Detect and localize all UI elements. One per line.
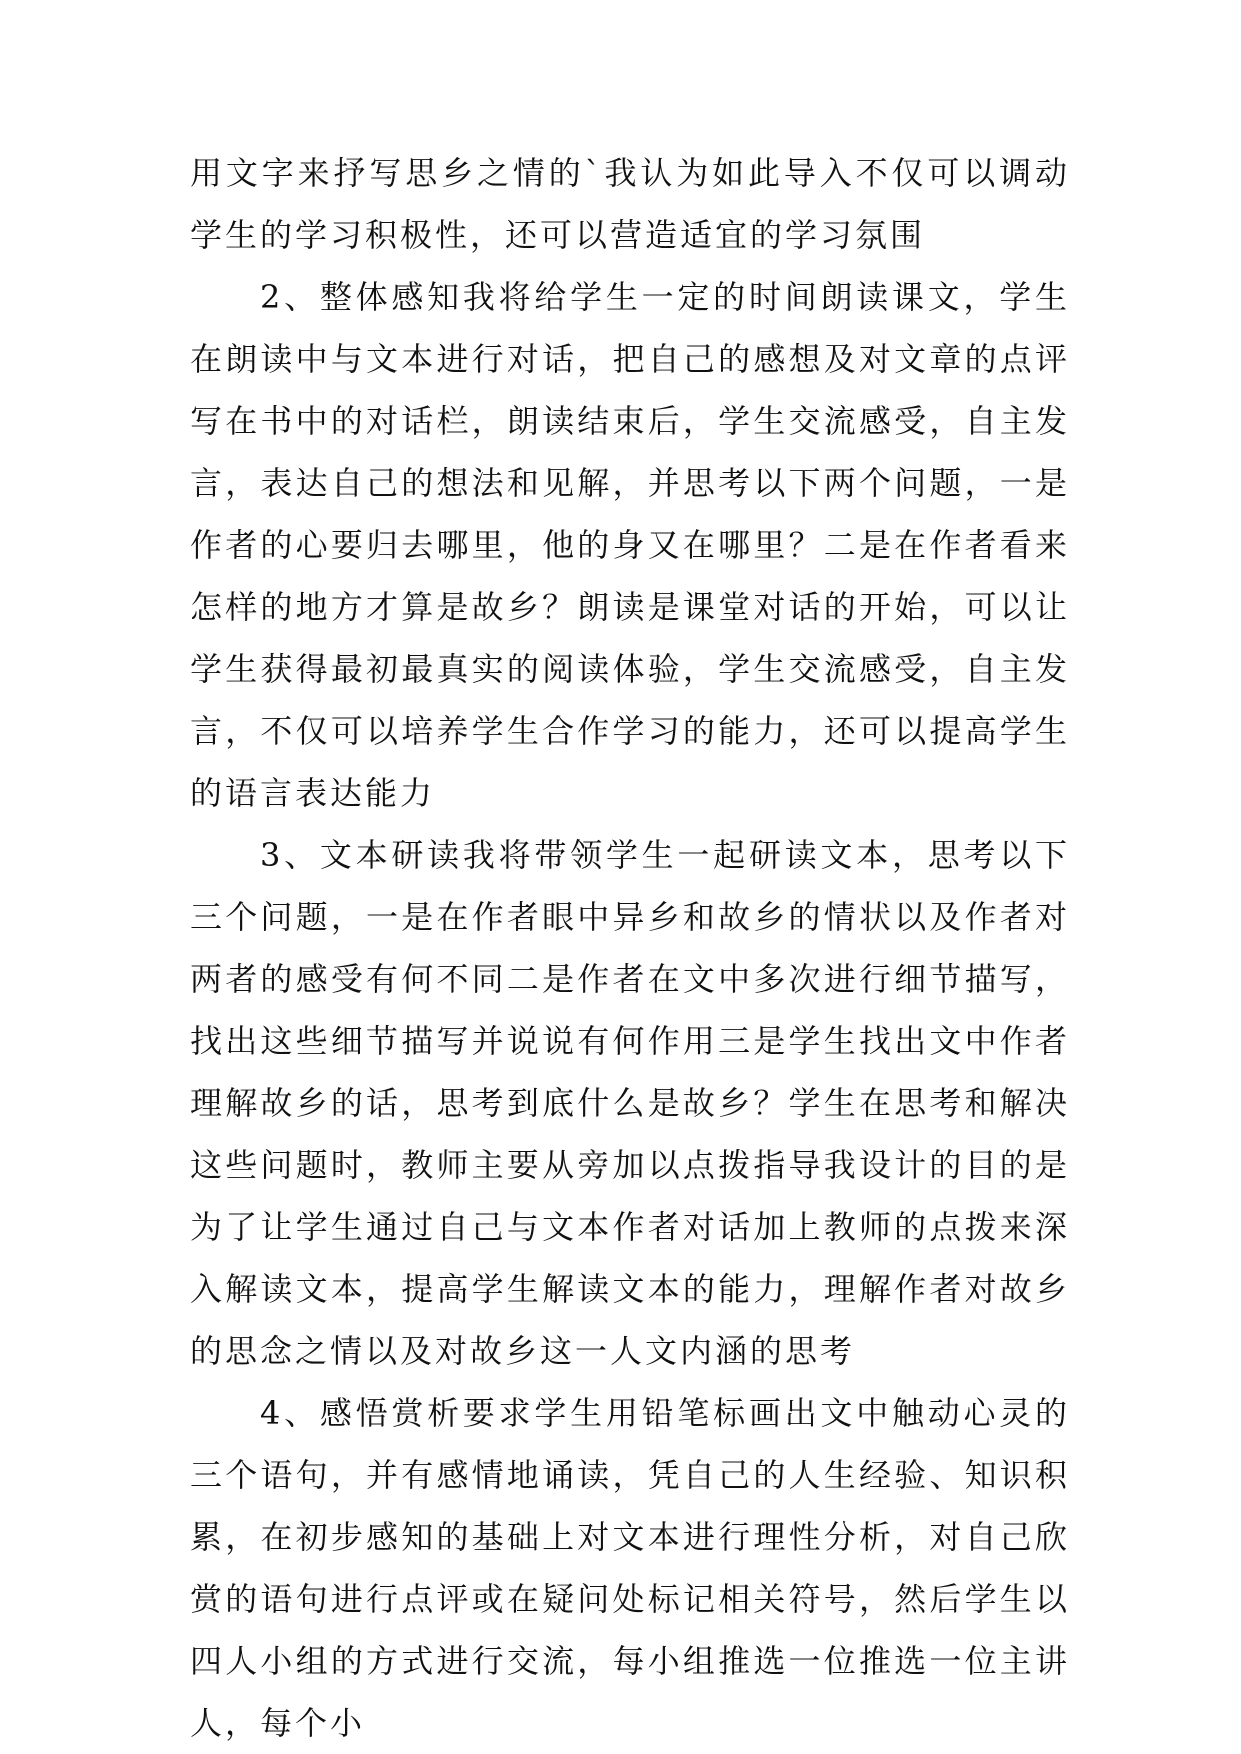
paragraph-text-study: 3、文本研读我将带领学生一起研读文本，思考以下三个问题，一是在作者眼中异乡和故乡的情状以及作者对两者的感受有何不同二是作者在文中多次进行细节描写，找出这些细节描写并说说有何作用三是学生找出文中作者理解故乡的话，思考到底什么是故乡？学生在思考和解决这些问题时，教师主要从旁加以点拨指导我设计的目的是为了让学生通过自己与文本作者对话加上教师的点拨来深入解读文本，提高学生解读文本的能力，理解作者对故乡的思念之情以及对故乡这一人文内涵的思考 <box>190 836 1070 1370</box>
paragraph-continuation: 用文字来抒写思乡之情的`我认为如此导入不仅可以调动学生的学习积极性，还可以营造适宜的学习氛围 <box>190 154 1070 254</box>
document-body <box>190 142 1070 1754</box>
paragraph-appreciation: 4、感悟赏析要求学生用铅笔标画出文中触动心灵的三个语句，并有感情地诵读，凭自己的人生经验、知识积累，在初步感知的基础上对文本进行理性分析，对自己欣赏的语句进行点评或在疑问处标记相关符号，然后学生以四人小组的方式进行交流，每小组推选一位推选一位主讲人，每个小 <box>190 1394 1070 1742</box>
paragraph-overall-perception: 2、整体感知我将给学生一定的时间朗读课文，学生在朗读中与文本进行对话，把自己的感想及对文章的点评写在书中的对话栏，朗读结束后，学生交流感受，自主发言，表达自己的想法和见解，并思考以下两个问题，一是作者的心要归去哪里，他的身又在哪里？二是在作者看来怎样的地方才算是故乡？朗读是课堂对话的开始，可以让学生获得最初最真实的阅读体验，学生交流感受，自主发言，不仅可以培养学生合作学习的能力，还可以提高学生的语言表达能力 <box>190 278 1070 812</box>
